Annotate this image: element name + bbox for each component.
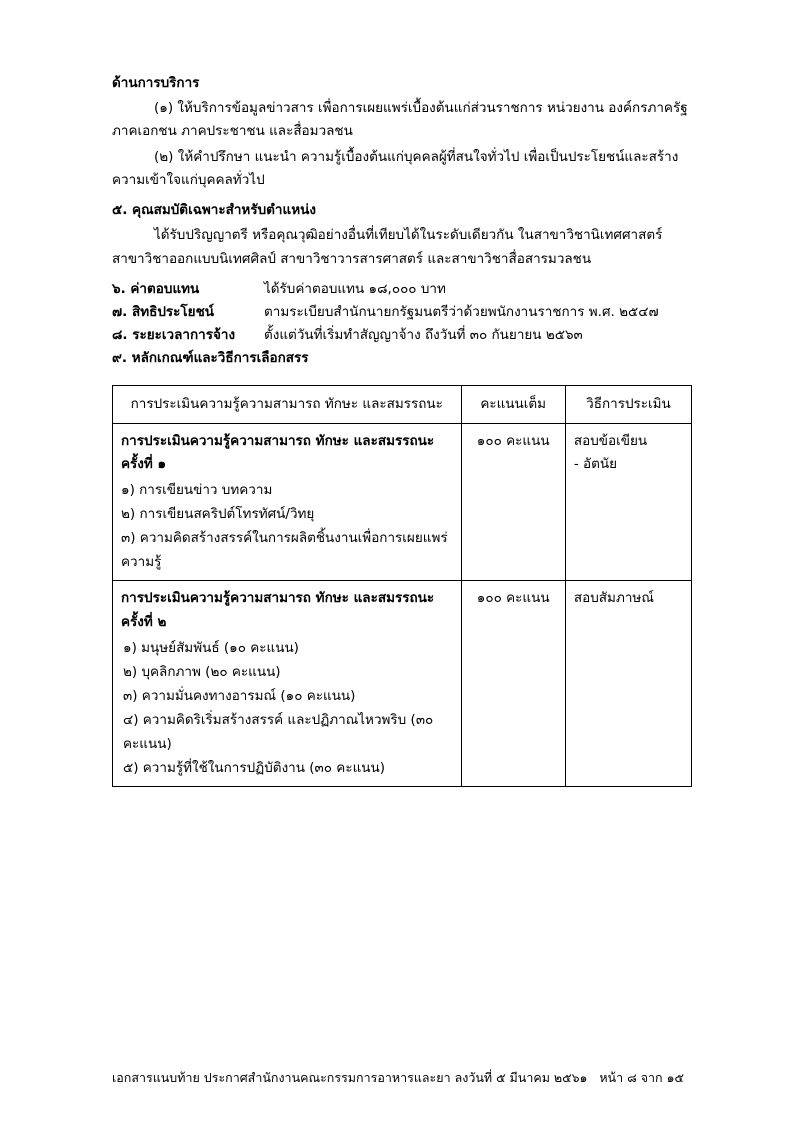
row-1-score: ๑๐๐ คะแนน: [461, 423, 565, 581]
row-2-score: ๑๐๐ คะแนน: [461, 581, 565, 787]
row-1-method-line-2: - อัตนัย: [573, 456, 618, 473]
section-6-label: ๖. ค่าตอบแทน: [112, 280, 200, 297]
assessment-table-wrapper: [112, 385, 692, 787]
row-1-criteria: [113, 423, 462, 581]
row-2-item-2: ๒) บุคลิกภาพ (๒๐ คะแนน): [123, 663, 281, 680]
section-6-value: ได้รับค่าตอบแทน ๑๘,๐๐๐ บาท: [264, 280, 446, 297]
assessment-table: [112, 385, 692, 787]
section-7-value: ตามระเบียบสำนักนายกรัฐมนตรีว่าด้วยพนักงานราชการ พ.ศ. ๒๕๔๗: [264, 303, 659, 320]
section-5-heading: ๕. คุณสมบัติเฉพาะสำหรับตำแหน่ง: [112, 202, 316, 219]
service-heading: ด้านการบริการ: [112, 75, 200, 91]
row-2-item-3: ๓) ความมั่นคงทางอารมณ์ (๑๐ คะแนน): [123, 687, 356, 704]
row-2-items: [121, 636, 453, 780]
row-1-method: [565, 423, 691, 581]
row-2-title: การประเมินความรู้ความสามารถ ทักษะ และสมรรถนะ ครั้งที่ ๒: [121, 590, 435, 630]
row-2-item-5: ๕) ความรู้ที่ใช้ในการปฏิบัติงาน (๓๐ คะแนน): [123, 759, 385, 776]
row-1-title: การประเมินความรู้ความสามารถ ทักษะ และสมรรถนะ ครั้งที่ ๑: [121, 432, 435, 473]
section-8-row: [112, 324, 692, 347]
section-6-row: [112, 278, 692, 301]
header-method: วิธีการประเมิน: [565, 385, 691, 423]
table-row: [113, 581, 692, 787]
row-2-criteria: [113, 581, 462, 787]
header-score: คะแนนเต็ม: [461, 385, 565, 423]
table-header-row: [113, 385, 692, 423]
row-2-method-line-1: สอบสัมภาษณ์: [573, 590, 654, 607]
service-item-2: (๒) ให้คำปรึกษา แนะนำ ความรู้เบื้องต้นแก่บุคคลผู้ที่สนใจทั่วไป เพื่อเป็นประโยชน์และสร้างความเข้าใจแก่บุคคลทั่วไป: [112, 148, 679, 188]
service-item-1: (๑) ให้บริการข้อมูลข่าวสาร เพื่อการเผยแพร่เบื้องต้นแก่ส่วนราชการ หน่วยงาน องค์กรภาครัฐ ภาคเอกชน ภาคประชาชน และสื่อมวลชน: [112, 100, 688, 140]
row-2-item-4: ๔) ความคิดริเริ่มสร้างสรรค์ และปฏิภาณไหวพริบ (๓๐ คะแนน): [123, 711, 434, 752]
row-1-items: [121, 478, 453, 574]
footer-page-number: หน้า ๘ จาก ๑๕: [599, 1070, 684, 1085]
section-9-heading: ๙. หลักเกณฑ์และวิธีการเลือกสรร: [112, 350, 309, 367]
section-8-label: ๘. ระยะเวลาการจ้าง: [112, 327, 236, 344]
section-8-value: ตั้งแต่วันที่เริ่มทำสัญญาจ้าง ถึงวันที่ ๓๐ กันยายน ๒๕๖๓: [264, 327, 583, 344]
row-2-item-1: ๑) มนุษย์สัมพันธ์ (๑๐ คะแนน): [123, 639, 299, 656]
table-row: [113, 423, 692, 581]
document-body: [112, 72, 692, 787]
row-1-item-2: ๒) การเขียนสคริปต์โทรทัศน์/วิทยุ: [121, 506, 315, 523]
section-5-body: ได้รับปริญญาตรี หรือคุณวุฒิอย่างอื่นที่เทียบได้ในระดับเดียวกัน ในสาขาวิชานิเทศศาสตร์ สาขาวิชาออกแบบนิเทศศิลป์ สาขาวิชาวารสารศาสตร์ และสาขาวิชาสื่อสารมวลชน: [112, 227, 663, 267]
section-7-row: [112, 301, 692, 324]
row-1-method-line-1: สอบข้อเขียน: [573, 432, 648, 449]
row-2-method: [565, 581, 691, 787]
header-criteria: การประเมินความรู้ความสามารถ ทักษะ และสมรรถนะ: [113, 385, 462, 423]
row-1-item-3: ๓) ความคิดสร้างสรรค์ในการผลิตชิ้นงานเพื่อการเผยแพร่ความรู้: [121, 530, 448, 571]
section-7-label: ๗. สิทธิประโยชน์: [112, 303, 214, 320]
row-1-item-1: ๑) การเขียนข่าว บทความ: [121, 482, 273, 499]
page-footer: [112, 1068, 692, 1088]
footer-left-text: เอกสารแนบท้าย ประกาศสำนักงานคณะกรรมการอาหารและยา ลงวันที่ ๕ มีนาคม ๒๕๖๑: [112, 1070, 588, 1085]
